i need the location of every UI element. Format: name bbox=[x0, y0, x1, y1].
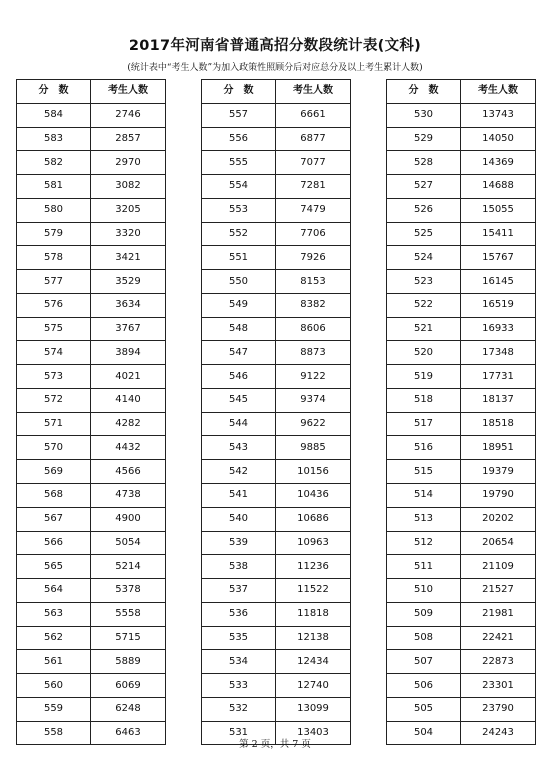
score-cell: 559 bbox=[17, 697, 91, 721]
header-count: 考生人数 bbox=[91, 80, 166, 104]
table-header-row bbox=[17, 80, 166, 104]
count-cell: 6877 bbox=[276, 127, 351, 151]
score-cell: 577 bbox=[17, 270, 91, 294]
score-cell: 584 bbox=[17, 103, 91, 127]
score-table-3 bbox=[386, 79, 536, 745]
table-row bbox=[17, 460, 166, 484]
count-cell: 7479 bbox=[276, 198, 351, 222]
score-cell: 540 bbox=[202, 507, 276, 531]
table-row bbox=[202, 341, 351, 365]
count-cell: 16145 bbox=[461, 270, 536, 294]
score-cell: 547 bbox=[202, 341, 276, 365]
table-row bbox=[387, 507, 536, 531]
count-cell: 15767 bbox=[461, 246, 536, 270]
count-cell: 11818 bbox=[276, 602, 351, 626]
count-cell: 13743 bbox=[461, 103, 536, 127]
score-cell: 530 bbox=[387, 103, 461, 127]
count-cell: 20654 bbox=[461, 531, 536, 555]
table-row bbox=[387, 151, 536, 175]
count-cell: 10156 bbox=[276, 460, 351, 484]
table-row bbox=[17, 341, 166, 365]
score-cell: 548 bbox=[202, 317, 276, 341]
score-cell: 525 bbox=[387, 222, 461, 246]
score-cell: 549 bbox=[202, 293, 276, 317]
count-cell: 7926 bbox=[276, 246, 351, 270]
table-row bbox=[17, 602, 166, 626]
count-cell: 3082 bbox=[91, 175, 166, 199]
score-cell: 568 bbox=[17, 484, 91, 508]
count-cell: 19379 bbox=[461, 460, 536, 484]
count-cell: 5054 bbox=[91, 531, 166, 555]
table-row bbox=[387, 175, 536, 199]
score-cell: 569 bbox=[17, 460, 91, 484]
score-cell: 572 bbox=[17, 388, 91, 412]
table-row bbox=[17, 674, 166, 698]
table-row bbox=[202, 151, 351, 175]
count-cell: 8873 bbox=[276, 341, 351, 365]
table-row bbox=[387, 555, 536, 579]
score-cell: 528 bbox=[387, 151, 461, 175]
score-cell: 542 bbox=[202, 460, 276, 484]
score-cell: 521 bbox=[387, 317, 461, 341]
score-cell: 520 bbox=[387, 341, 461, 365]
table-row bbox=[17, 127, 166, 151]
count-cell: 21109 bbox=[461, 555, 536, 579]
table-row bbox=[17, 531, 166, 555]
score-cell: 545 bbox=[202, 388, 276, 412]
table-row bbox=[17, 175, 166, 199]
table-row bbox=[17, 626, 166, 650]
count-cell: 4566 bbox=[91, 460, 166, 484]
score-cell: 561 bbox=[17, 650, 91, 674]
score-cell: 543 bbox=[202, 436, 276, 460]
table-row bbox=[202, 103, 351, 127]
table-row bbox=[202, 246, 351, 270]
score-cell: 516 bbox=[387, 436, 461, 460]
score-cell: 564 bbox=[17, 579, 91, 603]
count-cell: 3634 bbox=[91, 293, 166, 317]
count-cell: 24243 bbox=[461, 721, 536, 745]
table-row bbox=[17, 317, 166, 341]
table-row bbox=[387, 626, 536, 650]
table-row bbox=[17, 436, 166, 460]
score-cell: 510 bbox=[387, 579, 461, 603]
score-cell: 583 bbox=[17, 127, 91, 151]
table-row bbox=[202, 484, 351, 508]
score-cell: 566 bbox=[17, 531, 91, 555]
score-cell: 567 bbox=[17, 507, 91, 531]
score-cell: 556 bbox=[202, 127, 276, 151]
count-cell: 3421 bbox=[91, 246, 166, 270]
table-row bbox=[17, 246, 166, 270]
score-cell: 541 bbox=[202, 484, 276, 508]
count-cell: 17348 bbox=[461, 341, 536, 365]
table-row bbox=[387, 436, 536, 460]
count-cell: 2857 bbox=[91, 127, 166, 151]
count-cell: 19790 bbox=[461, 484, 536, 508]
count-cell: 7077 bbox=[276, 151, 351, 175]
table-row bbox=[17, 151, 166, 175]
table-row bbox=[387, 198, 536, 222]
table-header-row bbox=[202, 80, 351, 104]
table-row bbox=[17, 198, 166, 222]
table-row bbox=[17, 555, 166, 579]
score-cell: 555 bbox=[202, 151, 276, 175]
count-cell: 8153 bbox=[276, 270, 351, 294]
count-cell: 3205 bbox=[91, 198, 166, 222]
score-cell: 514 bbox=[387, 484, 461, 508]
page-title: 2017年河南省普通高招分数段统计表(文科) bbox=[128, 38, 422, 54]
count-cell: 14369 bbox=[461, 151, 536, 175]
score-cell: 573 bbox=[17, 365, 91, 389]
score-cell: 560 bbox=[17, 674, 91, 698]
count-cell: 4432 bbox=[91, 436, 166, 460]
count-cell: 5715 bbox=[91, 626, 166, 650]
count-cell: 12138 bbox=[276, 626, 351, 650]
table-row bbox=[17, 697, 166, 721]
table-row bbox=[202, 579, 351, 603]
score-cell: 523 bbox=[387, 270, 461, 294]
count-cell: 9374 bbox=[276, 388, 351, 412]
count-cell: 13099 bbox=[276, 697, 351, 721]
table-row bbox=[202, 270, 351, 294]
count-cell: 16933 bbox=[461, 317, 536, 341]
count-cell: 13403 bbox=[276, 721, 351, 745]
table-row bbox=[387, 293, 536, 317]
score-cell: 571 bbox=[17, 412, 91, 436]
table-row bbox=[202, 388, 351, 412]
header-score: 分 数 bbox=[17, 80, 91, 104]
score-cell: 538 bbox=[202, 555, 276, 579]
score-cell: 552 bbox=[202, 222, 276, 246]
table-row bbox=[202, 436, 351, 460]
count-cell: 3320 bbox=[91, 222, 166, 246]
score-cell: 575 bbox=[17, 317, 91, 341]
count-cell: 12740 bbox=[276, 674, 351, 698]
table-row bbox=[387, 674, 536, 698]
table-row bbox=[202, 460, 351, 484]
count-cell: 14688 bbox=[461, 175, 536, 199]
count-cell: 8606 bbox=[276, 317, 351, 341]
score-cell: 563 bbox=[17, 602, 91, 626]
table-row bbox=[387, 460, 536, 484]
table-row bbox=[17, 103, 166, 127]
score-cell: 536 bbox=[202, 602, 276, 626]
score-cell: 519 bbox=[387, 365, 461, 389]
count-cell: 6248 bbox=[91, 697, 166, 721]
score-cell: 570 bbox=[17, 436, 91, 460]
count-cell: 16519 bbox=[461, 293, 536, 317]
score-cell: 531 bbox=[202, 721, 276, 745]
score-cell: 507 bbox=[387, 650, 461, 674]
table-row bbox=[387, 388, 536, 412]
count-cell: 6069 bbox=[91, 674, 166, 698]
table-row bbox=[202, 602, 351, 626]
count-cell: 20202 bbox=[461, 507, 536, 531]
score-cell: 522 bbox=[387, 293, 461, 317]
score-cell: 524 bbox=[387, 246, 461, 270]
table-row bbox=[17, 484, 166, 508]
table-row bbox=[387, 365, 536, 389]
table-row bbox=[202, 127, 351, 151]
score-cell: 557 bbox=[202, 103, 276, 127]
count-cell: 7281 bbox=[276, 175, 351, 199]
table-row bbox=[202, 507, 351, 531]
table-header-row bbox=[387, 80, 536, 104]
table-row bbox=[202, 293, 351, 317]
table-row bbox=[387, 222, 536, 246]
table-row bbox=[387, 341, 536, 365]
count-cell: 12434 bbox=[276, 650, 351, 674]
table-row bbox=[202, 650, 351, 674]
table-row bbox=[387, 484, 536, 508]
score-cell: 515 bbox=[387, 460, 461, 484]
score-cell: 513 bbox=[387, 507, 461, 531]
score-cell: 574 bbox=[17, 341, 91, 365]
count-cell: 2970 bbox=[91, 151, 166, 175]
score-cell: 578 bbox=[17, 246, 91, 270]
score-cell: 582 bbox=[17, 151, 91, 175]
count-cell: 4021 bbox=[91, 365, 166, 389]
count-cell: 3529 bbox=[91, 270, 166, 294]
count-cell: 17731 bbox=[461, 365, 536, 389]
score-cell: 509 bbox=[387, 602, 461, 626]
score-cell: 550 bbox=[202, 270, 276, 294]
table-row bbox=[387, 127, 536, 151]
table-row bbox=[202, 626, 351, 650]
table-row bbox=[387, 270, 536, 294]
page-footer: 第 2 页，共 7 页 bbox=[239, 739, 311, 750]
score-cell: 581 bbox=[17, 175, 91, 199]
count-cell: 2746 bbox=[91, 103, 166, 127]
score-cell: 551 bbox=[202, 246, 276, 270]
count-cell: 9622 bbox=[276, 412, 351, 436]
count-cell: 5889 bbox=[91, 650, 166, 674]
table-row bbox=[202, 365, 351, 389]
score-table-1 bbox=[16, 79, 166, 745]
table-row bbox=[17, 579, 166, 603]
table-row bbox=[387, 412, 536, 436]
table-row bbox=[202, 674, 351, 698]
count-cell: 4282 bbox=[91, 412, 166, 436]
count-cell: 15411 bbox=[461, 222, 536, 246]
header-score: 分 数 bbox=[202, 80, 276, 104]
score-cell: 529 bbox=[387, 127, 461, 151]
table-row bbox=[202, 697, 351, 721]
score-cell: 546 bbox=[202, 365, 276, 389]
score-cell: 506 bbox=[387, 674, 461, 698]
header-score: 分 数 bbox=[387, 80, 461, 104]
score-cell: 562 bbox=[17, 626, 91, 650]
score-cell: 580 bbox=[17, 198, 91, 222]
table-row bbox=[17, 650, 166, 674]
table-row bbox=[387, 103, 536, 127]
score-cell: 576 bbox=[17, 293, 91, 317]
count-cell: 4140 bbox=[91, 388, 166, 412]
count-cell: 23301 bbox=[461, 674, 536, 698]
header-count: 考生人数 bbox=[461, 80, 536, 104]
score-cell: 517 bbox=[387, 412, 461, 436]
count-cell: 21527 bbox=[461, 579, 536, 603]
table-row bbox=[202, 317, 351, 341]
score-cell: 512 bbox=[387, 531, 461, 555]
count-cell: 21981 bbox=[461, 602, 536, 626]
count-cell: 11236 bbox=[276, 555, 351, 579]
count-cell: 5378 bbox=[91, 579, 166, 603]
score-cell: 553 bbox=[202, 198, 276, 222]
score-cell: 579 bbox=[17, 222, 91, 246]
count-cell: 6463 bbox=[91, 721, 166, 745]
score-cell: 535 bbox=[202, 626, 276, 650]
score-cell: 518 bbox=[387, 388, 461, 412]
score-cell: 508 bbox=[387, 626, 461, 650]
table-row bbox=[17, 412, 166, 436]
table-row bbox=[387, 246, 536, 270]
page-subtitle: (统计表中“考生人数”为加入政策性照顾分后对应总分及以上考生累计人数) bbox=[127, 63, 423, 73]
score-cell: 504 bbox=[387, 721, 461, 745]
table-row bbox=[387, 579, 536, 603]
score-cell: 539 bbox=[202, 531, 276, 555]
count-cell: 3894 bbox=[91, 341, 166, 365]
count-cell: 18137 bbox=[461, 388, 536, 412]
count-cell: 5214 bbox=[91, 555, 166, 579]
count-cell: 22421 bbox=[461, 626, 536, 650]
count-cell: 14050 bbox=[461, 127, 536, 151]
count-cell: 22873 bbox=[461, 650, 536, 674]
score-cell: 526 bbox=[387, 198, 461, 222]
count-cell: 4738 bbox=[91, 484, 166, 508]
count-cell: 15055 bbox=[461, 198, 536, 222]
count-cell: 7706 bbox=[276, 222, 351, 246]
score-cell: 537 bbox=[202, 579, 276, 603]
count-cell: 6661 bbox=[276, 103, 351, 127]
count-cell: 10686 bbox=[276, 507, 351, 531]
table-row bbox=[202, 175, 351, 199]
score-table-2 bbox=[201, 79, 351, 745]
score-cell: 527 bbox=[387, 175, 461, 199]
table-row bbox=[202, 531, 351, 555]
count-cell: 4900 bbox=[91, 507, 166, 531]
table-row bbox=[202, 555, 351, 579]
table-row bbox=[202, 222, 351, 246]
count-cell: 11522 bbox=[276, 579, 351, 603]
score-cell: 505 bbox=[387, 697, 461, 721]
table-row bbox=[17, 507, 166, 531]
score-cell: 554 bbox=[202, 175, 276, 199]
score-cell: 534 bbox=[202, 650, 276, 674]
table-row bbox=[17, 293, 166, 317]
count-cell: 9122 bbox=[276, 365, 351, 389]
score-cell: 533 bbox=[202, 674, 276, 698]
table-row bbox=[17, 270, 166, 294]
table-row bbox=[202, 198, 351, 222]
score-cell: 558 bbox=[17, 721, 91, 745]
count-cell: 18518 bbox=[461, 412, 536, 436]
count-cell: 8382 bbox=[276, 293, 351, 317]
score-cell: 544 bbox=[202, 412, 276, 436]
table-row bbox=[387, 531, 536, 555]
score-cell: 565 bbox=[17, 555, 91, 579]
count-cell: 9885 bbox=[276, 436, 351, 460]
count-cell: 18951 bbox=[461, 436, 536, 460]
table-row bbox=[387, 697, 536, 721]
table-row bbox=[17, 222, 166, 246]
table-row bbox=[387, 317, 536, 341]
count-cell: 10963 bbox=[276, 531, 351, 555]
table-row bbox=[17, 388, 166, 412]
count-cell: 10436 bbox=[276, 484, 351, 508]
table-row bbox=[202, 412, 351, 436]
table-row bbox=[387, 650, 536, 674]
table-row bbox=[17, 365, 166, 389]
count-cell: 23790 bbox=[461, 697, 536, 721]
score-cell: 532 bbox=[202, 697, 276, 721]
count-cell: 5558 bbox=[91, 602, 166, 626]
table-row bbox=[387, 602, 536, 626]
score-cell: 511 bbox=[387, 555, 461, 579]
header-count: 考生人数 bbox=[276, 80, 351, 104]
count-cell: 3767 bbox=[91, 317, 166, 341]
